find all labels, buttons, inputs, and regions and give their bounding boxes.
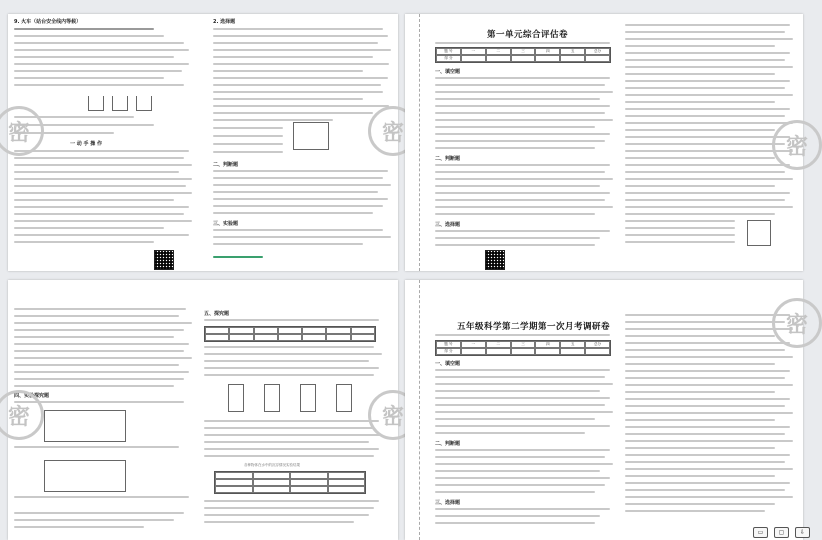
experiment-figure [336,384,352,412]
qr-code [154,250,174,270]
fit-width-icon: ▭ [757,529,764,536]
score-table: 题 号 一 二 三 四 五 总分 得 分 [435,47,611,63]
chart-title: 各种物体在水中的沉浮情况实验结果 [244,463,300,467]
page2-section-fill: 一、填空题 [435,69,461,75]
watermark-stamp: 密 [368,390,418,440]
page2-section-choice: 三、选择题 [435,222,461,228]
beaker-figure-b [112,96,128,111]
beaker-figure-a [88,96,104,111]
experiment-figure [264,384,280,412]
binding-margin [405,14,420,271]
exam-title: 五年级科学第二学期第一次月考调研卷 [457,322,611,332]
page3-section-left: 四、实验探究题 [14,393,50,399]
fit-page-button[interactable] [774,527,789,538]
watermark-stamp: 密 [772,298,822,348]
page1-section-a: 一 动 手 操 作 [70,141,102,147]
results-table [214,471,366,494]
experiment-figure [228,384,244,412]
download-icon: ⇩ [799,529,806,536]
experiment-figure [300,384,316,412]
fit-width-button[interactable] [753,527,768,538]
page-1 [7,14,404,271]
page2-section-judge: 二、判断题 [435,156,461,162]
page-3 [7,280,404,540]
exam-title: 第一单元综合评估卷 [487,30,569,40]
page4-section-judge: 二、判断题 [435,441,461,447]
water-tank-figure [44,460,126,492]
page1-top-left: 9. 火车（站台安全线内等候） [14,19,82,25]
page-2 [405,14,808,271]
score-table: 题 号 一 二 三 四 五 总分 得 分 [435,340,611,356]
viewer-toolbar [753,527,810,538]
page1-section-b: 二、判断题 [213,162,239,168]
page4-section-fill: 一、填空题 [435,361,461,367]
page1-section-c: 三、实验题 [213,221,239,227]
experiment-figure [293,122,329,150]
download-button[interactable] [795,527,810,538]
page3-section-right: 五、探究题 [204,311,230,317]
watermark-stamp: 密 [0,106,44,156]
page-4 [405,280,808,540]
page4-section-choice: 三、选择题 [435,500,461,506]
experiment-figure [747,220,771,246]
watermark-stamp: 密 [772,120,822,170]
water-tank-figure [44,410,126,442]
binding-margin [405,280,420,540]
watermark-stamp: 密 [368,106,418,156]
beaker-figure-c [136,96,152,111]
page1-top-center: 2. 选择题 [213,19,236,25]
watermark-stamp: 密 [0,390,44,440]
qr-code [485,250,505,270]
data-table [204,326,376,342]
fit-page-icon: ▢ [778,529,785,536]
